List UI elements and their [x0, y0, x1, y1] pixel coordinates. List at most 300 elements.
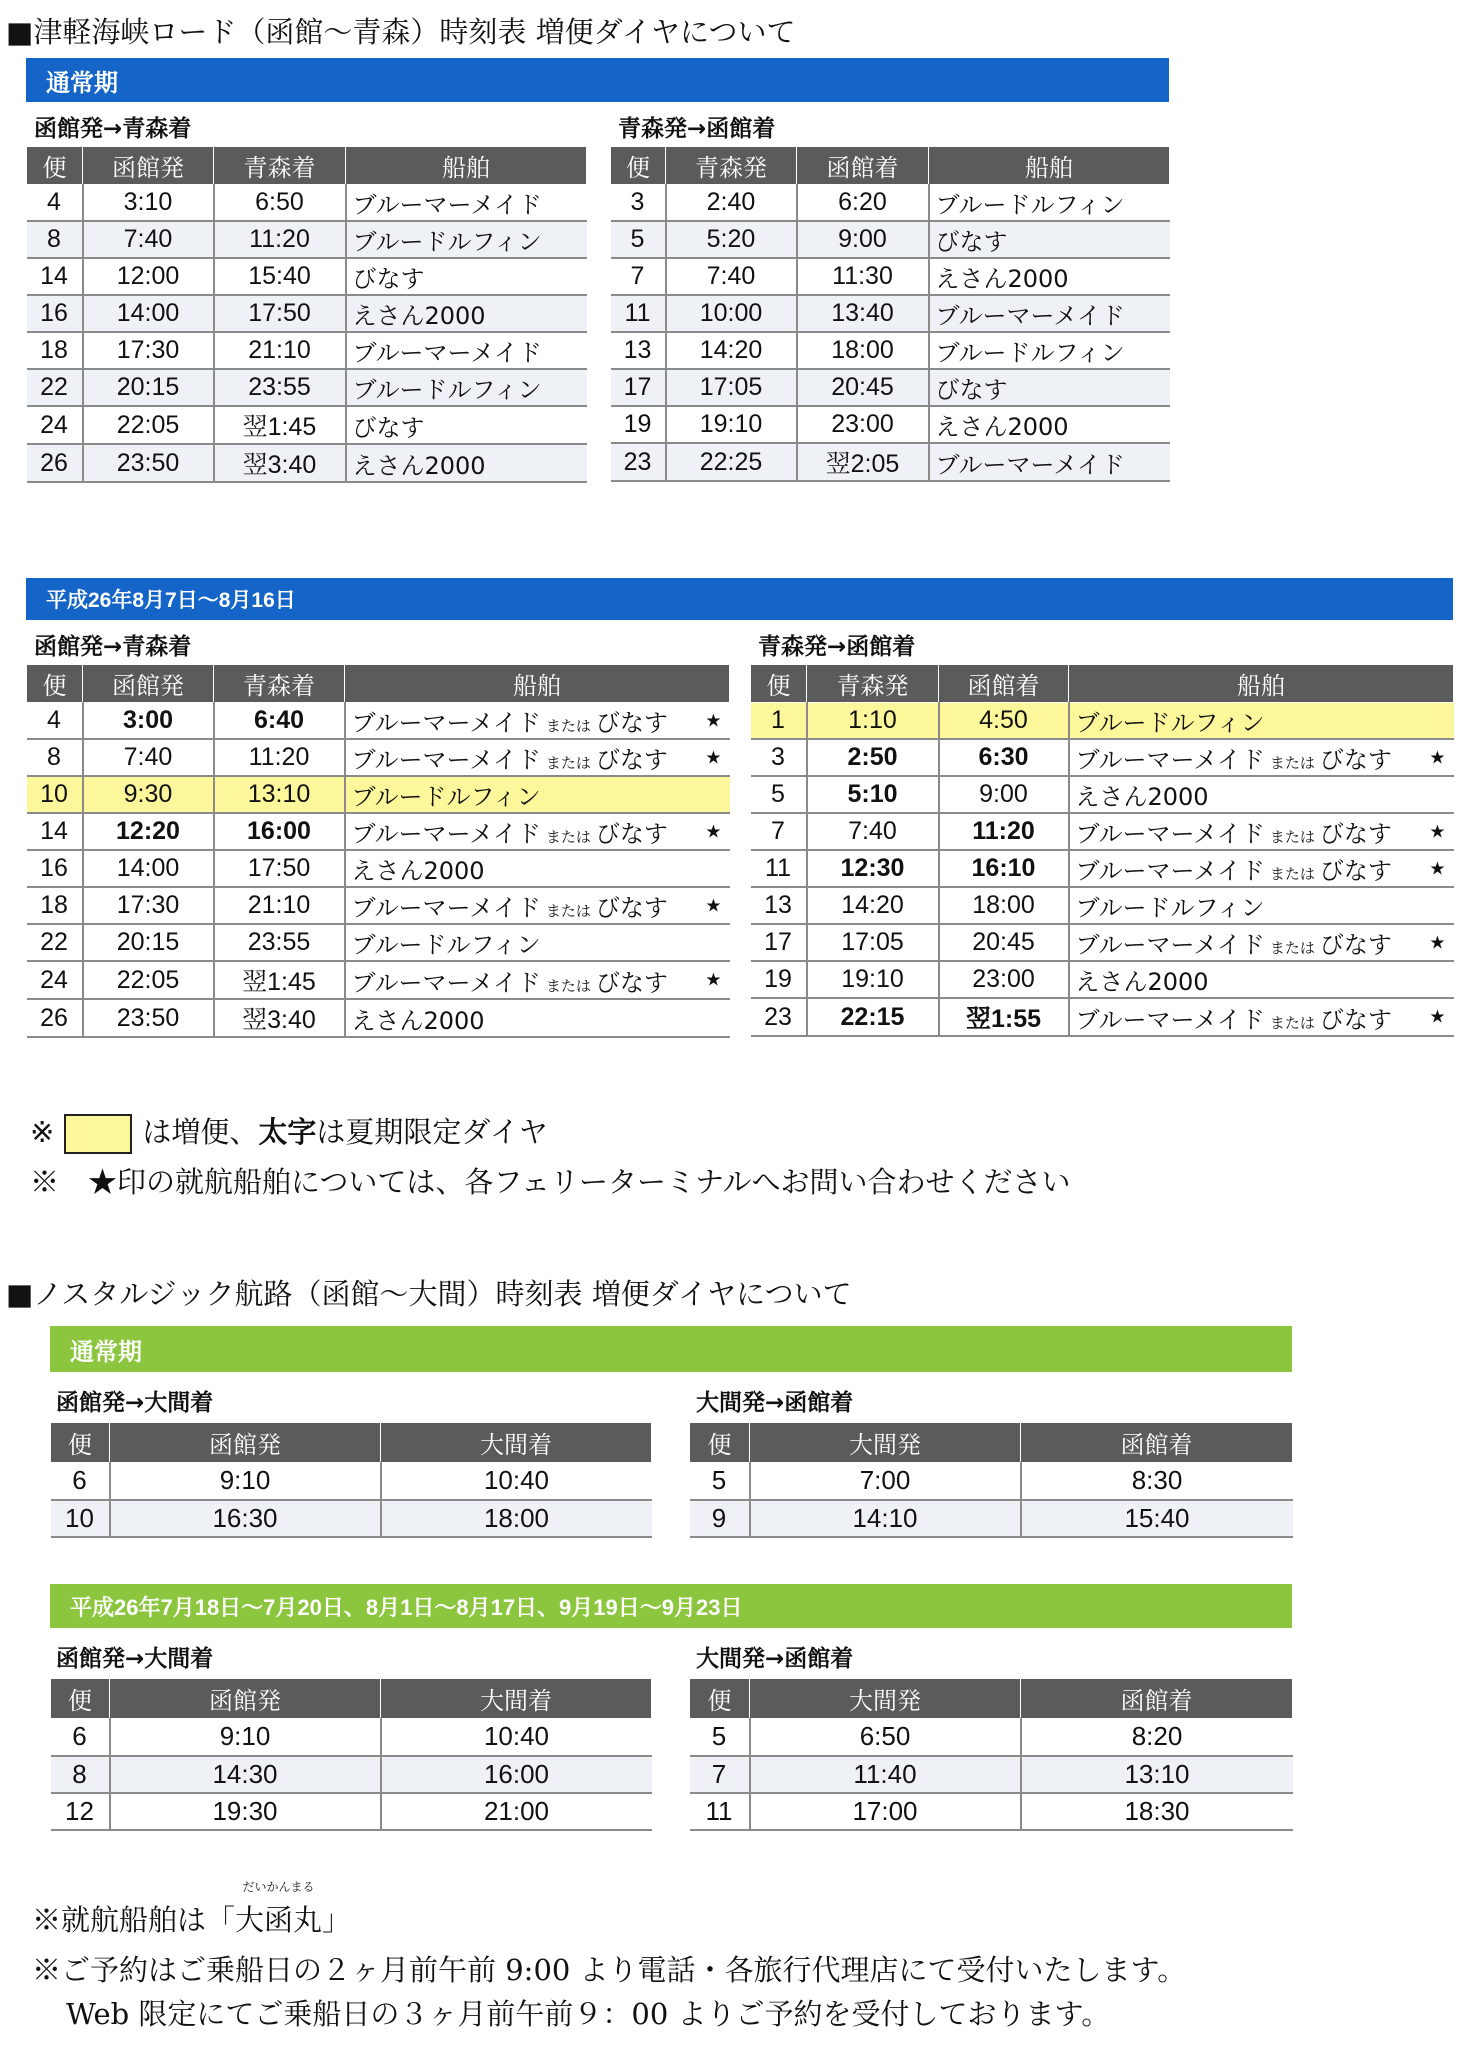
arrival-time: 翌3:40	[214, 444, 346, 482]
ship-name-ruby: だいかんまる	[242, 1880, 315, 1894]
table-row	[611, 443, 1170, 481]
arrival-time: 翌2:05	[797, 443, 929, 481]
trip-number: 3	[751, 739, 807, 776]
ship-name: ブルーマーメイド	[1075, 931, 1265, 959]
trip-number: 18	[27, 332, 83, 369]
note-bold-word: 太字	[258, 1115, 317, 1149]
star-icon: ★	[705, 821, 722, 842]
oma-normal-left-subtitle: 函館発→大間着	[56, 1390, 214, 1416]
star-icon: ★	[1429, 932, 1446, 953]
column-header: 船舶	[929, 147, 1170, 185]
normal-hakodate-aomori-table	[26, 146, 587, 483]
arrival-time: 15:40	[1021, 1500, 1293, 1537]
departure-time: 9:10	[110, 1463, 381, 1500]
ship-cell	[345, 999, 730, 1037]
ship-name: ブルーマーメイド	[1075, 857, 1265, 885]
oma-normal-oma-hakodate-table	[689, 1422, 1293, 1538]
trip-number: 7	[751, 813, 807, 850]
ship-name: びなす	[929, 221, 1170, 258]
departure-time: 19:10	[807, 961, 939, 998]
oma-normal-bar	[50, 1326, 1292, 1372]
trip-number: 13	[751, 887, 807, 924]
special-period-bar	[26, 578, 1453, 620]
header-row	[27, 147, 587, 185]
departure-time: 17:30	[83, 332, 214, 369]
table-row	[27, 924, 730, 961]
added-service-swatch	[64, 1114, 132, 1154]
special-hakodate-aomori-table	[26, 664, 730, 1038]
ship-connector: または	[545, 828, 591, 846]
table-row	[51, 1793, 652, 1830]
arrival-time: 13:40	[797, 295, 929, 332]
table-row	[751, 703, 1454, 740]
trip-number: 4	[27, 703, 83, 740]
trip-number: 24	[27, 961, 83, 999]
column-header: 便	[27, 147, 83, 185]
column-header: 便	[51, 1423, 110, 1463]
alt-ship-name: びなす	[595, 709, 668, 737]
special-period-label: 平成26年8月7日～8月16日	[46, 589, 296, 612]
departure-time: 14:20	[666, 332, 797, 369]
arrival-time: 翌1:45	[214, 961, 345, 999]
oma-special-hakodate-oma-table	[50, 1678, 652, 1831]
departure-time: 14:30	[110, 1756, 381, 1793]
departure-time: 5:20	[666, 221, 797, 258]
trip-number: 18	[27, 887, 83, 924]
ship-cell	[1069, 813, 1454, 850]
ship-name: ブルーマーメイド	[346, 332, 587, 369]
arrival-time: 13:10	[214, 776, 345, 813]
departure-time: 17:00	[750, 1793, 1021, 1830]
ship-name: ブルーマーメイド	[351, 820, 541, 848]
trip-number: 26	[27, 999, 83, 1037]
note-added-text: は増便、	[142, 1115, 259, 1149]
departure-time: 7:40	[807, 813, 939, 850]
trip-number: 7	[611, 258, 666, 295]
ship-cell	[345, 703, 730, 740]
ship-cell	[345, 887, 730, 924]
arrival-time: 23:55	[214, 924, 345, 961]
arrival-time: 23:00	[797, 406, 929, 443]
departure-time: 3:00	[83, 703, 214, 740]
header-row	[51, 1679, 652, 1719]
departure-time: 7:40	[83, 221, 214, 258]
trip-number: 4	[27, 185, 83, 222]
trip-number: 12	[51, 1793, 110, 1830]
trip-number: 23	[751, 998, 807, 1036]
trip-number: 26	[27, 444, 83, 482]
column-header: 船舶	[346, 147, 587, 185]
ship-note-prefix: ※就航船舶は「	[32, 1903, 236, 1937]
column-header: 函館着	[1021, 1423, 1293, 1463]
arrival-time: 6:50	[214, 185, 346, 222]
departure-time: 11:40	[750, 1756, 1021, 1793]
arrival-time: 16:00	[381, 1756, 652, 1793]
ship-name: ブルードルフィン	[929, 185, 1170, 222]
table-row	[27, 295, 587, 332]
trip-number: 5	[690, 1463, 750, 1500]
ship-name: えさん2000	[351, 1006, 485, 1035]
trip-number: 8	[27, 221, 83, 258]
column-header: 大間発	[750, 1679, 1021, 1719]
column-header: 函館発	[83, 147, 214, 185]
column-header: 船舶	[345, 665, 730, 703]
column-header: 大間着	[381, 1423, 652, 1463]
star-icon: ★	[1429, 858, 1446, 879]
trip-number: 11	[690, 1793, 750, 1830]
ship-name: ブルーマーメイド	[929, 443, 1170, 481]
oma-special-right-subtitle: 大間発→函館着	[696, 1646, 854, 1672]
star-icon: ★	[1429, 1006, 1446, 1028]
trip-number: 24	[27, 406, 83, 444]
alt-ship-name: びなす	[595, 968, 668, 997]
ship-name: ブルーマーメイド	[351, 746, 541, 774]
arrival-time: 9:00	[939, 776, 1069, 813]
departure-time: 9:10	[110, 1719, 381, 1756]
arrival-time: 21:00	[381, 1793, 652, 1830]
departure-time: 2:40	[666, 185, 797, 222]
ship-name: えさん2000	[1075, 783, 1209, 811]
header-row	[611, 147, 1170, 185]
normal-right-subtitle: 青森発→函館着	[618, 116, 776, 142]
trip-number: 19	[751, 961, 807, 998]
departure-time: 17:30	[83, 887, 214, 924]
oma-special-label: 平成26年7月18日～7月20日、8月1日～8月17日、9月19日～9月23日	[70, 1594, 743, 1620]
star-icon: ★	[1429, 747, 1446, 768]
table-row	[611, 406, 1170, 443]
table-row	[27, 813, 730, 850]
table-row	[27, 444, 587, 482]
arrival-time: 17:50	[214, 295, 346, 332]
table-row	[27, 776, 730, 813]
arrival-time: 20:45	[797, 369, 929, 406]
table-row	[51, 1719, 652, 1756]
header-row	[690, 1679, 1293, 1719]
ship-name: えさん2000	[929, 406, 1170, 443]
departure-time: 12:30	[807, 850, 939, 887]
ship-name: びなす	[346, 406, 587, 444]
arrival-time: 11:20	[214, 739, 345, 776]
ship-cell	[1069, 739, 1454, 776]
trip-number: 14	[27, 813, 83, 850]
trip-number: 10	[51, 1500, 110, 1537]
departure-time: 5:10	[807, 776, 939, 813]
header-row	[51, 1423, 652, 1463]
star-icon: ★	[705, 895, 722, 916]
arrival-time: 23:00	[939, 961, 1069, 998]
arrival-time: 8:20	[1021, 1719, 1293, 1756]
departure-time: 14:10	[750, 1500, 1021, 1537]
table-row	[690, 1719, 1293, 1756]
ship-name: ブルードルフィン	[1075, 894, 1265, 922]
table-row	[611, 185, 1170, 222]
table-row	[27, 739, 730, 776]
trip-number: 10	[27, 776, 83, 813]
column-header: 函館発	[110, 1679, 381, 1719]
ship-connector: または	[1269, 1013, 1315, 1032]
ship-name: ブルーマーメイド	[1075, 1005, 1265, 1034]
trip-number: 16	[27, 295, 83, 332]
table-row	[27, 258, 587, 295]
ship-name: えさん2000	[346, 295, 587, 332]
departure-time: 19:30	[110, 1793, 381, 1830]
arrival-time: 6:40	[214, 703, 345, 740]
column-header: 大間発	[750, 1423, 1021, 1463]
arrival-time: 10:40	[381, 1463, 652, 1500]
ship-connector: または	[1269, 939, 1315, 957]
column-header: 便	[751, 665, 807, 703]
table-row	[27, 185, 587, 222]
ship-cell	[1069, 703, 1454, 740]
table-row	[611, 295, 1170, 332]
ship-name: ブルーマーメイド	[351, 894, 541, 922]
arrival-time: 10:40	[381, 1719, 652, 1756]
trip-number: 11	[751, 850, 807, 887]
ship-connector: または	[545, 976, 591, 995]
ship-connector: または	[545, 717, 591, 735]
trip-number: 5	[751, 776, 807, 813]
trip-number: 1	[751, 703, 807, 740]
ship-name: ブルードルフィン	[346, 369, 587, 406]
arrival-time: 6:20	[797, 185, 929, 222]
header-row	[690, 1423, 1293, 1463]
departure-time: 22:05	[83, 406, 214, 444]
star-icon: ★	[705, 747, 722, 768]
trip-number: 5	[611, 221, 666, 258]
column-header: 青森発	[807, 665, 939, 703]
column-header: 函館発	[110, 1423, 381, 1463]
star-icon: ★	[705, 969, 722, 991]
ship-name: えさん2000	[346, 444, 587, 482]
ship-name: ブルードルフィン	[346, 221, 587, 258]
column-header: 青森着	[214, 147, 346, 185]
alt-ship-name: びなす	[595, 746, 668, 774]
ship-name: ブルードルフィン	[351, 783, 541, 811]
note-added-bold	[30, 1110, 548, 1154]
column-header: 便	[690, 1423, 750, 1463]
departure-time: 22:25	[666, 443, 797, 481]
arrival-time: 18:30	[1021, 1793, 1293, 1830]
section2-title: ■ノスタルジック航路（函館～大間）時刻表 増便ダイヤについて	[6, 1277, 852, 1311]
trip-number: 22	[27, 924, 83, 961]
star-icon: ★	[1429, 821, 1446, 842]
trip-number: 3	[611, 185, 666, 222]
oma-normal-right-subtitle: 大間発→函館着	[696, 1390, 854, 1416]
table-row	[51, 1500, 652, 1537]
departure-time: 9:30	[83, 776, 214, 813]
arrival-time: 11:30	[797, 258, 929, 295]
column-header: 函館着	[1021, 1679, 1293, 1719]
arrival-time: 17:50	[214, 850, 345, 887]
table-row	[27, 999, 730, 1037]
trip-number: 6	[51, 1463, 110, 1500]
ship-connector: または	[1269, 865, 1315, 883]
ship-name: びなす	[346, 258, 587, 295]
departure-time: 23:50	[83, 999, 214, 1037]
ship-note	[32, 1880, 352, 1939]
ship-name: ブルーマーメイド	[351, 968, 541, 997]
trip-number: 17	[751, 924, 807, 961]
arrival-time: 11:20	[214, 221, 346, 258]
departure-time: 3:10	[83, 185, 214, 222]
arrival-time: 翌1:45	[214, 406, 346, 444]
arrival-time: 21:10	[214, 332, 346, 369]
table-row	[751, 813, 1454, 850]
alt-ship-name: びなす	[1319, 820, 1392, 848]
section1-title: ■津軽海峡ロード（函館～青森）時刻表 増便ダイヤについて	[6, 15, 796, 49]
oma-special-left-subtitle: 函館発→大間着	[56, 1646, 214, 1672]
arrival-time: 8:30	[1021, 1463, 1293, 1500]
alt-ship-name: びなす	[595, 820, 668, 848]
departure-time: 10:00	[666, 295, 797, 332]
table-row	[27, 406, 587, 444]
table-row	[27, 961, 730, 999]
ship-cell	[345, 739, 730, 776]
ship-note-suffix: 」	[322, 1903, 352, 1937]
oma-normal-label: 通常期	[70, 1338, 142, 1366]
header-row	[751, 665, 1454, 703]
arrival-time: 20:45	[939, 924, 1069, 961]
alt-ship-name: びなす	[1319, 1005, 1392, 1034]
departure-time: 22:05	[83, 961, 214, 999]
ship-name	[235, 1880, 323, 1939]
table-row	[51, 1463, 652, 1500]
table-row	[751, 887, 1454, 924]
trip-number: 23	[611, 443, 666, 481]
ship-connector: または	[1269, 754, 1315, 772]
ship-name: えさん2000	[1075, 968, 1209, 996]
trip-number: 17	[611, 369, 666, 406]
ship-name: ブルードルフィン	[351, 931, 541, 959]
departure-time: 14:00	[83, 850, 214, 887]
ship-name: ブルーマーメイド	[1075, 820, 1265, 848]
departure-time: 12:20	[83, 813, 214, 850]
ship-cell	[345, 924, 730, 961]
trip-number: 16	[27, 850, 83, 887]
ship-cell	[1069, 887, 1454, 924]
trip-number: 8	[51, 1756, 110, 1793]
trip-number: 9	[690, 1500, 750, 1537]
table-row	[611, 332, 1170, 369]
column-header: 大間着	[381, 1679, 652, 1719]
departure-time: 7:00	[750, 1463, 1021, 1500]
trip-number: 19	[611, 406, 666, 443]
table-row	[27, 703, 730, 740]
ship-name: ブルーマーメイド	[351, 709, 541, 737]
normal-aomori-hakodate-table	[610, 146, 1170, 482]
table-row	[690, 1793, 1293, 1830]
oma-normal-hakodate-oma-table	[50, 1422, 652, 1538]
departure-time: 2:50	[807, 739, 939, 776]
header-row	[27, 665, 730, 703]
trip-number: 6	[51, 1719, 110, 1756]
trip-number: 13	[611, 332, 666, 369]
table-row	[690, 1463, 1293, 1500]
special-right-subtitle: 青森発→函館着	[758, 634, 916, 660]
trip-number: 5	[690, 1719, 750, 1756]
departure-time: 20:15	[83, 924, 214, 961]
arrival-time: 16:00	[214, 813, 345, 850]
ship-name: えさん2000	[929, 258, 1170, 295]
ship-name: えさん2000	[351, 857, 485, 885]
ship-cell	[1069, 850, 1454, 887]
ship-name: ブルードルフィン	[929, 332, 1170, 369]
column-header: 便	[611, 147, 666, 185]
arrival-time: 18:00	[381, 1500, 652, 1537]
oma-special-bar	[50, 1584, 1292, 1628]
ship-cell	[345, 961, 730, 999]
trip-number: 22	[27, 369, 83, 406]
arrival-time: 21:10	[214, 887, 345, 924]
departure-time: 7:40	[83, 739, 214, 776]
trip-number: 8	[27, 739, 83, 776]
departure-time: 6:50	[750, 1719, 1021, 1756]
star-icon: ★	[705, 710, 722, 731]
reservation-note: ※ご予約はご乗船日の２ヶ月前午前 9:00 より電話・各旅行代理店にて受付いたします。	[32, 1953, 1187, 1987]
table-row	[751, 961, 1454, 998]
ship-name: ブルーマーメイド	[1075, 746, 1265, 774]
arrival-time: 11:20	[939, 813, 1069, 850]
arrival-time: 18:00	[939, 887, 1069, 924]
departure-time: 1:10	[807, 703, 939, 740]
ship-connector: または	[545, 754, 591, 772]
ship-name: ブルーマーメイド	[929, 295, 1170, 332]
arrival-time: 23:55	[214, 369, 346, 406]
alt-ship-name: びなす	[595, 894, 668, 922]
departure-time: 17:05	[807, 924, 939, 961]
special-left-subtitle: 函館発→青森着	[34, 634, 192, 660]
ship-cell	[1069, 924, 1454, 961]
table-row	[27, 850, 730, 887]
table-row	[611, 258, 1170, 295]
table-row	[751, 776, 1454, 813]
arrival-time: 15:40	[214, 258, 346, 295]
table-row	[611, 221, 1170, 258]
arrival-time: 9:00	[797, 221, 929, 258]
arrival-time: 翌3:40	[214, 999, 345, 1037]
table-row	[751, 739, 1454, 776]
ship-name: びなす	[929, 369, 1170, 406]
ship-cell	[345, 813, 730, 850]
normal-period-bar	[26, 58, 1169, 102]
column-header: 青森発	[666, 147, 797, 185]
column-header: 青森着	[214, 665, 345, 703]
table-row	[51, 1756, 652, 1793]
arrival-time: 翌1:55	[939, 998, 1069, 1036]
web-reservation-note: Web 限定にてご乗船日の３ヶ月前午前９：00 よりご予約を受付しております。	[66, 1997, 1111, 2031]
table-row	[611, 369, 1170, 406]
table-row	[27, 332, 587, 369]
departure-time: 14:00	[83, 295, 214, 332]
special-aomori-hakodate-table	[750, 664, 1454, 1037]
ship-name-text: 大函丸	[235, 1903, 323, 1937]
departure-time: 7:40	[666, 258, 797, 295]
column-header: 函館発	[83, 665, 214, 703]
column-header: 函館着	[797, 147, 929, 185]
normal-left-subtitle: 函館発→青森着	[34, 116, 192, 142]
arrival-time: 6:30	[939, 739, 1069, 776]
ship-cell	[1069, 998, 1454, 1036]
table-row	[751, 924, 1454, 961]
table-row	[27, 369, 587, 406]
table-row	[751, 850, 1454, 887]
table-row	[690, 1500, 1293, 1537]
column-header: 函館着	[939, 665, 1069, 703]
ship-connector: または	[545, 902, 591, 920]
ship-cell	[1069, 776, 1454, 813]
departure-time: 19:10	[666, 406, 797, 443]
arrival-time: 16:10	[939, 850, 1069, 887]
